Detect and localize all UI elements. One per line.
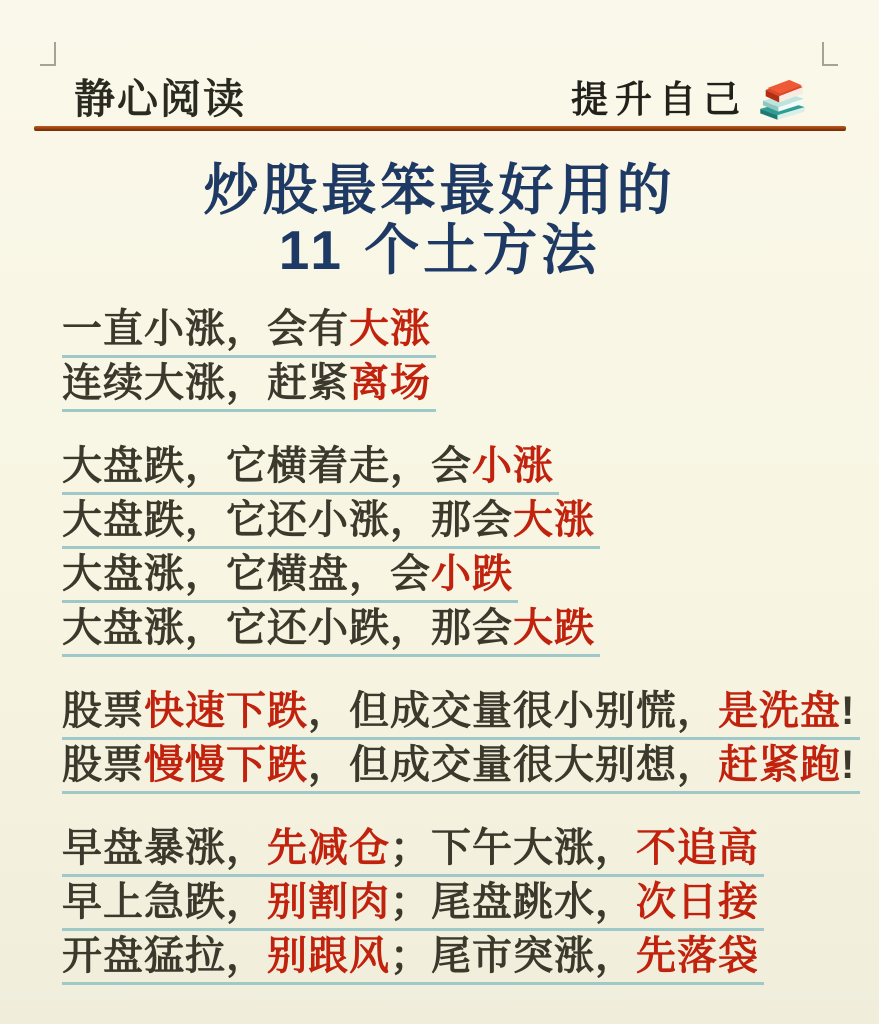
text-segment: 股票 — [62, 743, 144, 787]
text-segment: ! — [841, 743, 856, 787]
text-segment: 是洗盘 — [718, 689, 841, 733]
text-segment: 连续大涨，赶紧 — [62, 361, 349, 405]
underlined-text — [62, 551, 518, 603]
text-segment: 开盘猛拉， — [62, 934, 267, 978]
text-segment: 大涨 — [513, 498, 595, 542]
text-segment: 次日接 — [636, 880, 759, 924]
underlined-text — [62, 605, 600, 657]
text-segment: 小涨 — [472, 444, 554, 488]
text-segment: 别跟风 — [267, 934, 390, 978]
text-segment: 先减仓 — [267, 826, 390, 870]
underlined-text — [62, 360, 436, 412]
corner-mark-right — [822, 42, 838, 66]
text-line — [62, 497, 849, 551]
text-line — [62, 742, 856, 796]
text-block-intraday — [62, 825, 849, 987]
text-segment: ，但成交量很小别慌， — [308, 689, 718, 733]
text-segment: 早上急跌， — [62, 880, 267, 924]
text-segment: 大盘涨，它横盘，会 — [62, 552, 431, 596]
header-right-title: 提升自己 — [571, 80, 747, 121]
text-block-market — [62, 443, 849, 659]
text-segment: 快速下跌 — [144, 689, 308, 733]
content — [62, 306, 856, 1016]
text-segment: ；下午大涨， — [390, 826, 636, 870]
text-segment: ；尾盘跳水， — [390, 880, 636, 924]
text-line — [62, 443, 849, 497]
text-segment: 大跌 — [513, 606, 595, 650]
text-segment: ；尾市突涨， — [390, 934, 636, 978]
text-segment: 股票 — [62, 689, 144, 733]
text-line — [62, 879, 849, 933]
text-block-trend — [62, 306, 849, 414]
text-line — [62, 551, 849, 605]
text-line — [62, 360, 849, 414]
underlined-text — [62, 825, 764, 877]
text-segment: ! — [841, 689, 856, 733]
text-segment: ，但成交量很大别想， — [308, 743, 718, 787]
corner-mark-left — [40, 42, 56, 66]
header-left-title: 静心阅读 — [74, 76, 246, 122]
header-divider-rule — [34, 126, 846, 131]
text-segment: 一直小涨，会有 — [62, 307, 349, 351]
text-segment: 先落袋 — [636, 934, 759, 978]
text-segment: 不追高 — [636, 826, 759, 870]
text-segment: 赶紧跑 — [718, 743, 841, 787]
underlined-text — [62, 306, 436, 358]
text-segment: 小跌 — [431, 552, 513, 596]
text-segment: 早盘暴涨， — [62, 826, 267, 870]
underlined-text — [62, 742, 860, 794]
text-segment: 大盘涨，它还小跌，那会 — [62, 606, 513, 650]
text-line — [62, 605, 849, 659]
text-segment: 离场 — [349, 361, 431, 405]
underlined-text — [62, 933, 764, 985]
header-right — [571, 69, 811, 125]
page-title-line1: 炒股最笨最好用的 — [203, 159, 676, 221]
underlined-text — [62, 443, 559, 495]
header — [0, 66, 879, 125]
text-segment: 别割肉 — [267, 880, 390, 924]
page-title — [0, 160, 879, 280]
text-line — [62, 688, 856, 742]
page-title-line2: 11 个土方法 — [278, 219, 601, 281]
stacked-books-icon — [753, 71, 811, 125]
text-segment: 慢慢下跌 — [144, 743, 308, 787]
text-block-volume — [62, 688, 856, 796]
underlined-text — [62, 688, 860, 740]
text-segment: 大盘跌，它横着走，会 — [62, 444, 472, 488]
text-segment: 大盘跌，它还小涨，那会 — [62, 498, 513, 542]
underlined-text — [62, 497, 600, 549]
underlined-text — [62, 879, 764, 931]
text-line — [62, 933, 849, 987]
text-line — [62, 306, 849, 360]
text-line — [62, 825, 849, 879]
text-segment: 大涨 — [349, 307, 431, 351]
